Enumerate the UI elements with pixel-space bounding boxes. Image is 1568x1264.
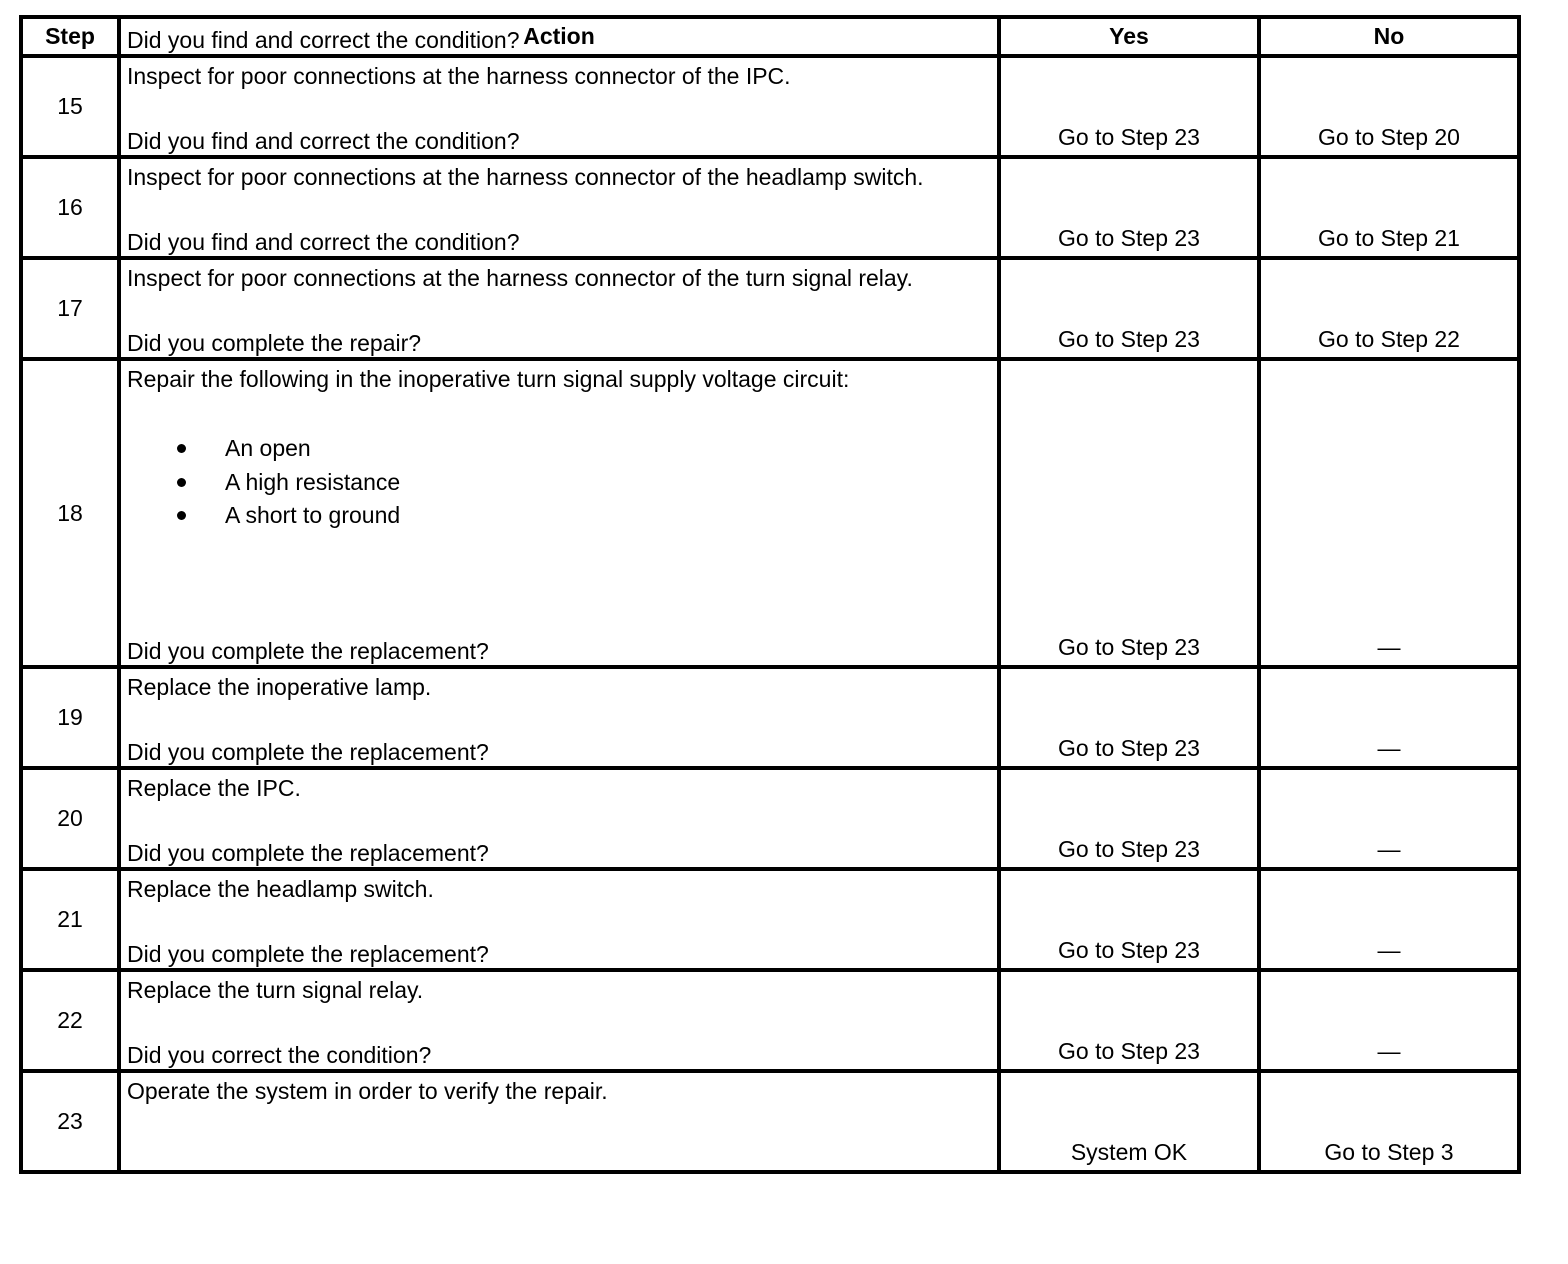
action-instruction: Repair the following in the inoperative turn signal supply voltage circuit: <box>127 366 850 392</box>
step-number: 15 <box>21 56 119 157</box>
yes-cell <box>999 56 1259 157</box>
bullet-item <box>173 437 400 471</box>
action-question: Did you correct the condition? <box>127 1042 432 1068</box>
yes-result: Go to Step 23 <box>1058 836 1200 862</box>
action-instruction: Inspect for poor connections at the harness connector of the turn signal relay. <box>127 265 913 291</box>
bullet-text: An open <box>225 435 311 461</box>
header-step: Step <box>21 17 119 56</box>
action-instruction: Inspect for poor connections at the harness connector of the headlamp switch. <box>127 164 924 190</box>
no-result: Go to Step 21 <box>1318 225 1460 251</box>
no-result: — <box>1377 1038 1401 1064</box>
yes-result: System OK <box>1070 1139 1188 1165</box>
step-number: 21 <box>21 869 119 970</box>
no-cell <box>1259 768 1519 869</box>
yes-cell <box>999 157 1259 258</box>
yes-result: Go to Step 23 <box>1058 735 1200 761</box>
yes-result: Go to Step 23 <box>1058 634 1200 660</box>
step-number: 17 <box>21 258 119 359</box>
no-result: — <box>1377 937 1401 963</box>
action-question: Did you find and correct the condition? <box>127 128 520 154</box>
step-number: 19 <box>21 667 119 768</box>
yes-result: Go to Step 23 <box>1058 937 1200 963</box>
action-question: Did you find and correct the condition? <box>127 27 520 53</box>
step-number: 18 <box>21 359 119 667</box>
bullet-item <box>173 468 401 505</box>
action-question: Did you complete the replacement? <box>127 941 489 967</box>
yes-result: Go to Step 23 <box>1058 124 1200 150</box>
bullet-icon <box>177 478 186 487</box>
action-instruction: Replace the headlamp switch. <box>127 876 434 902</box>
yes-result: Go to Step 23 <box>1058 1038 1200 1064</box>
action-question: Did you complete the repair? <box>127 330 422 356</box>
no-result: Go to Step 22 <box>1318 326 1460 352</box>
step-number: 16 <box>21 157 119 258</box>
table-row <box>21 1071 1519 1172</box>
yes-cell <box>999 869 1259 970</box>
yes-cell <box>999 768 1259 869</box>
action-instruction: Replace the turn signal relay. <box>127 977 424 1003</box>
action-instruction: Replace the inoperative lamp. <box>127 674 432 700</box>
action-question: Did you complete the replacement? <box>127 739 489 765</box>
no-result: — <box>1377 836 1401 862</box>
no-result: Go to Step 3 <box>1324 1139 1454 1165</box>
no-cell <box>1259 1071 1519 1172</box>
bullet-icon <box>177 511 186 520</box>
no-result: — <box>1377 735 1401 761</box>
no-cell <box>1259 869 1519 970</box>
yes-cell <box>999 667 1259 768</box>
no-cell <box>1259 56 1519 157</box>
action-question: Did you find and correct the condition? <box>127 229 520 255</box>
table-row <box>21 359 1519 667</box>
header-yes: Yes <box>999 17 1259 56</box>
step-number: 20 <box>21 768 119 869</box>
step-number: 22 <box>21 970 119 1071</box>
yes-cell <box>999 258 1259 359</box>
no-result: Go to Step 20 <box>1318 124 1460 150</box>
action-question: Did you complete the replacement? <box>127 638 489 664</box>
yes-cell <box>999 359 1259 667</box>
no-cell <box>1259 359 1519 667</box>
step-number: 23 <box>21 1071 119 1172</box>
no-cell <box>1259 970 1519 1071</box>
no-cell <box>1259 667 1519 768</box>
no-cell <box>1259 157 1519 258</box>
yes-cell <box>999 970 1259 1071</box>
yes-cell <box>999 1071 1259 1172</box>
bullet-text: A high resistance <box>225 468 401 495</box>
diagnostic-table <box>19 15 1521 1174</box>
action-cell <box>119 1042 999 1172</box>
bullet-item <box>173 504 400 538</box>
header-no: No <box>1259 17 1519 56</box>
action-question: Did you complete the replacement? <box>127 840 489 866</box>
header-action: Action <box>119 17 999 56</box>
action-instruction: Inspect for poor connections at the harness connector of the IPC. <box>127 63 791 89</box>
action-cell <box>119 330 999 667</box>
bullet-icon <box>177 444 186 453</box>
no-result: — <box>1377 634 1401 660</box>
bullet-text: A short to ground <box>225 502 401 528</box>
action-instruction: Operate the system in order to verify the repair. <box>127 1078 608 1104</box>
no-cell <box>1259 258 1519 359</box>
yes-result: Go to Step 23 <box>1058 225 1200 251</box>
action-instruction: Replace the IPC. <box>127 775 301 801</box>
yes-result: Go to Step 23 <box>1058 326 1200 352</box>
bullet-list <box>173 437 400 538</box>
